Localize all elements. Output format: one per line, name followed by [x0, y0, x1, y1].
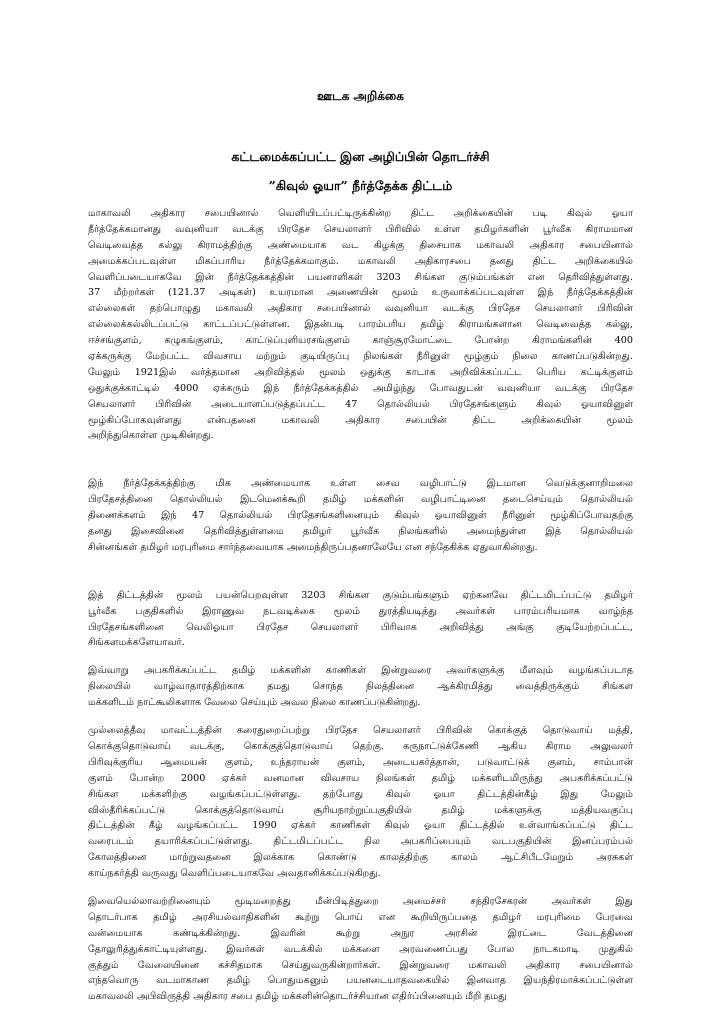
paragraph-line: வன்மையாக கண்டிக்கின்றது. இவரின் கூற்று அநுர அரசின் இரட்டை வேடத்தினை	[88, 927, 633, 939]
paragraph-line: இந் நீர்த்தேக்கத்திற்கு மிக அண்மையாக உள்ள சைவ வழிபாட்டு இடமான வெடுக்குனாறிமலை	[88, 478, 633, 490]
paragraph-line: இவ்வாறு அபகரிக்கப்பட்ட தமிழ் மக்களின் காணிகள் இன்றுவரை அவர்களுக்கு மீளவும் வழங்கப்படாத	[88, 665, 633, 677]
paragraph	[88, 663, 633, 711]
paragraph-line: கொக்குதொடுவாய் வடக்கு, கொக்குத்தொடுவாய் தெற்கு. கருநாட்டுக்கேணி ஆகிய கிராம அலுவலர்	[88, 740, 633, 752]
paragraph-line: குத்தும் வேலையினை கச்சிதமாக செய்துவருகின்றார்கள். இன்றுவரை மகாவலி அதிகார சபையினால்	[88, 959, 633, 971]
paragraph-line: அமைக்கப்படவுள்ள மிகப்பாரிய நீர்த்தேக்கமாகும். மகாவலி அதிகாரசபை தனது திட்ட அறிக்கையில்	[88, 255, 633, 267]
paragraph-line: மக்களிடம் நாட்கூலிகளாக வேலை செய்யும் அவல நிலை காணப்படுகின்றது.	[88, 697, 421, 709]
paragraph	[88, 588, 633, 652]
paragraph-line: பிரதேசங்களினை வெலிஓயா பிரதேச செயலாளர் பிரிவாக அறிவித்து அங்கு குடியேற்றப்பட்ட,	[88, 621, 633, 633]
paragraph-line: விஸ்தீரிக்கப்பட்டு கொக்குத்தொடுவாய் சூரியநாற்றுப்பகுதியில் தமிழ் மக்களுக்கு மத்தியவகுப்பு	[88, 804, 633, 816]
paragraph-line: மாகாவலி அதிகார சபையினால் வெளியிடப்பட்டிருக்கின்ற திட்ட அறிக்கையின் படி கிவுல் ஓயா	[88, 208, 633, 219]
paragraph-line: திட்டத்தின் கீழ் வழங்கப்பட்ட 1990 ஏக்கர் காணிகள் கிவுல் ஓயா திட்டத்தில் உள்வாங்கப்பட்டு திட்ட	[88, 820, 633, 832]
paragraph-line: தனது இசைவினை தெரிவித்துள்ளமை தமிழர் பூர்வீக நிலங்களில் அமைந்துள்ள இத் தொல்லியல்	[88, 526, 633, 538]
paragraph-line: ஏக்கருக்கு மேற்பட்ட விவசாய மற்றும் குடியிருப்பு நிலங்கள் நீரினுள் மூழ்கும் நிலை காணப்படுகின்றது.	[88, 351, 633, 363]
paragraph-line: முல்லைத்தீவு மாவட்டத்தின் கரைதுறைப்பற்று பிரதேச செயலாளர் பிரிவின் கொக்குத் தொடுவாய் மத்தி,	[88, 725, 633, 737]
paragraph-line: எந்தவொரு வடமாகாண தமிழ் பொதுமகனும் பயனடையாதவகையில் இனவாத இயந்திரமாக்கப்பட்டுள்ள	[88, 975, 633, 987]
paragraph-line: செயலாளர் பிரிவின் அடையாளப்படுத்தப்பட்ட 47 தொல்லியல் பிரதேசங்களும் கிவுல் ஓயாவினுள்	[88, 398, 633, 410]
paragraph-line: திணைக்களம் இந் 47 தொல்லியல் பிரதேசங்களினையும் கிவுல் ஓயாவினுள் நீரினுள் மூழ்கிப்போவதற்கு	[88, 510, 633, 522]
paragraph-line: வெடிவைத்த கல்லு கிராமத்திற்கு அண்மையாக வட கிழக்கு திசையாக மகாவலி அதிகார சபையினால்	[88, 239, 633, 251]
paragraph-line: வரைபடம் தயாரிக்கப்பட்டுள்ளது. திட்டமிடப்பட்ட நில அபகரிப்பையும் வடபகுதியின் இனப்பரம்பல்	[88, 836, 633, 848]
paragraph-line: குளம் போன்ற 2000 ஏக்கர் வனமான விவசாய நிலங்கள் தமிழ் மக்களிடமிருந்து அபகரிக்கப்பட்டு	[88, 772, 633, 784]
document-body	[88, 206, 633, 1005]
paragraph-line: சிங்களமக்களேயாவர்.	[88, 637, 185, 649]
paragraph-line: மூழ்கிப்போகவுள்ளது என்பதனை மகாவலி அதிகார சபையின் திட்ட அறிக்கையின் மூலம்	[88, 414, 633, 426]
paragraph-line: பிரதேசத்தினை தொல்லியல் இடமெனக்கூறி தமிழ் மக்களின் வழிபாட்டினை தடைசெய்யும் தொல்லியல்	[88, 494, 633, 506]
paragraph	[88, 476, 633, 555]
paragraph-line: ஈச்சங்குளம், கழுகங்குளம், காட்டுப்புளியரசங்குளம் காஞ்சூரமோட்டை போன்ற கிராமங்களின் 400	[88, 335, 633, 347]
paragraph-line: ஒதுக்குக்காட்டில் 4000 ஏக்கரும் இந் நீர்த்தேக்கத்தில் அமிழ்ந்து போவதுடன் வவுனியா வடக்கு பிரதேச	[88, 382, 633, 394]
paragraph-line: எல்லைக்கல்லிடப்பட்டு காட்டப்பட்டுள்ளன. இதன்படி பாரம்பரிய தமிழ் கிராமங்களான வெடிவைத்த கல்லு,	[88, 319, 633, 331]
document-subtitle: கட்டமைக்கப்பட்ட இன அழிப்பின் தொடர்ச்சி	[231, 149, 490, 164]
paragraph-line: தொடர்பாக தமிழ் அரசியல்வாதிகளின் கூற்று பொய் என கூறியிருப்பதை தமிழர் மரபுரிமை பேரவை	[88, 911, 633, 923]
paragraph-line: நிலையில் வாழ்வாதாரத்திற்காக தமது சொந்த நிலத்தினை ஆக்கிரமித்து வைத்திருக்கும் சிங்கள	[88, 681, 633, 693]
page-title: ஊடக அறிக்கை	[317, 89, 404, 103]
paragraph-line: இவையெல்லாவற்றினையும் மூடிமறைத்து மீன்பிடித்துறை அமைச்சர் சந்திரசேகரன் அவர்கள் இது	[88, 895, 633, 907]
paragraph-line: அறிந்துகொள்ள முடிகின்றது.	[88, 430, 214, 442]
paragraph-line: இத் திட்டத்தின் மூலம் பயன்பெறவுள்ள 3203 சிங்கள குடும்பங்களும் ஏற்கனவே திட்டமிடப்பட்டு தமிழர்	[88, 589, 633, 601]
paragraph-line: பூர்வீக பகுதிகளில் இராணுவ நடவடிக்கை மூலம் துரத்தியடித்து அவர்கள் பாரம்பரியமாக வாழ்ந்த	[88, 605, 633, 617]
paragraph-line: மகாவலலி அபிவிருத்தி அதிகார சபை தமிழ் மக்களின்தொடர்ச்சியான எதிர்ப்பினையும் மீறி தமது	[88, 991, 507, 1003]
paragraph	[88, 206, 633, 444]
paragraph	[88, 894, 633, 1005]
paragraph-line: நீர்த்தேக்கமானது வவுனியா வடக்கு பிரதேச செயலாளர் பிரிவில் உள்ள தமிழர்களின் பூர்வீக கிராமமான	[88, 223, 633, 235]
paragraph-line: சின்னங்கள் தமிழர் மரபுரிமை சார்ந்தவையாக அமைந்திருப்பதனாலேயே என சந்தேகிக்க ஏதுவாகின்றது.	[88, 541, 538, 553]
project-title: ”கிவுல் ஓயா” நீர்த்தேக்க திட்டம்	[268, 178, 453, 193]
paragraph-line: பிரிவுக்குரிய ஆமையன் குளம், உந்தராயன் குளம், அடையகர்த்தான், படுவாட்டுக் குளம், சாம்பான்	[88, 756, 633, 768]
paragraph-line: கோலத்தினை மாற்றுவதனை இலக்காக கொண்டு காலத்திற்கு காலம் ஆட்சிபீடமேறும் அரசுகள்	[88, 852, 633, 864]
paragraph-line: 37 மீற்றர்கள் (121.37 அடிகள்) உயரமான அணையின் மூலம் உருவாக்கப்படவுள்ள இந் நீர்த்தேக்கத்தின்	[88, 287, 633, 299]
paragraph-line: காய்நகர்த்தி வருவது வெளிப்படையாகவே அவதானிக்கப்படுகிறது.	[88, 868, 381, 880]
paragraph-line: மேலும் 1921இல் வர்த்தமான அறிவித்தல் மூலம் ஒதுக்கு காடாக அறிவிக்கப்பட்ட பெரிய கட்டிக்குளம்	[88, 366, 633, 378]
paragraph-line: சிங்கள மக்களிற்கு வழங்கப்பட்டுள்ளது. தற்போது கிவுல் ஓயா திட்டத்தின்கீழ் இது மேலும்	[88, 788, 633, 800]
paragraph-line: வெளிப்படையாகவே இன் நீர்த்தேக்கத்தின் பயனாளிகள் 3203 சிங்கள குடும்பங்கள் என தெரிவித்துள்ளது.	[88, 271, 633, 283]
paragraph-line: தோலுரித்துக்காட்டியுள்ளது. இவர்கள் வடக்கில் மக்களை அரவணைப்பது போல நாடகமாடி முதுகில்	[88, 943, 633, 955]
paragraph-line: எல்லைகள் தற்பொழுது மகாவலி அதிகார சபையினால் வவுனியா வடக்கு பிரதேச செயலாளர் பிரிவின்	[88, 303, 633, 315]
paragraph	[88, 723, 633, 882]
